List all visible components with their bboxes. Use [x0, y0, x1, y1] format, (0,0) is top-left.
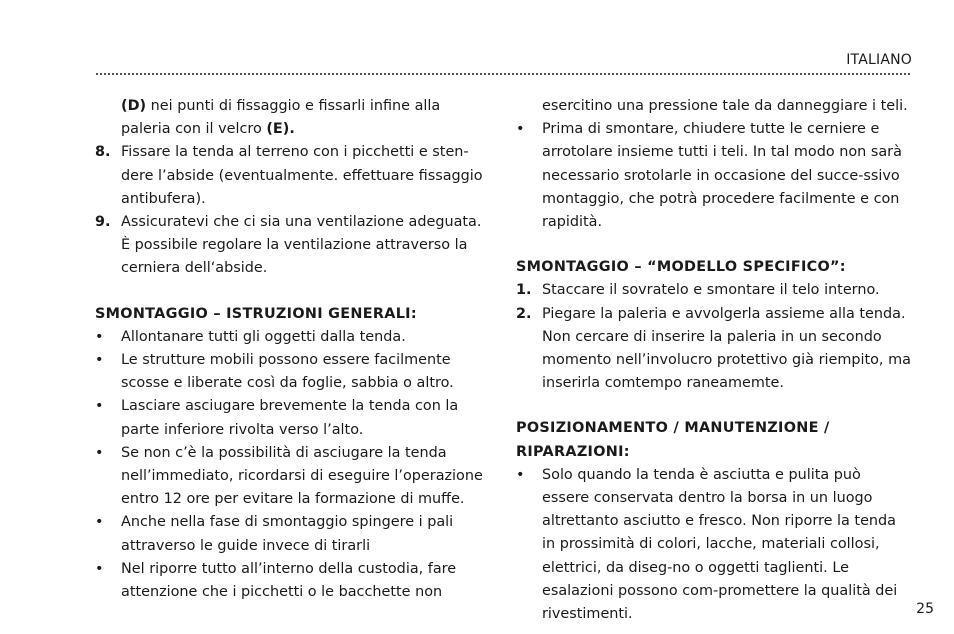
- list-item: [95, 442, 487, 512]
- list-item-text: Nel riporre tutto all’interno della custodia, fare attenzione che i picchetti o le bacchette non: [121, 560, 457, 601]
- continued-bullet-text: esercitino una pressione tale da danneggiare i teli.: [542, 98, 908, 114]
- list-item-text: Anche nella fase di smontaggio spingere i pali attraverso le guide invece di tirarli: [121, 514, 454, 554]
- bullet-icon: •: [95, 444, 104, 461]
- bullet-icon: •: [95, 514, 104, 531]
- section-heading-maintenance: POSIZIONAMENTO / MANUTENZIONE / RIPARAZIONI:: [516, 420, 830, 460]
- list-item-text: Allontanare tutti gli oggetti dalla tenda.: [121, 328, 406, 345]
- step-1-text: Staccare il sovratelo e smontare il telo interno.: [542, 282, 880, 299]
- bullet-icon: •: [516, 466, 525, 483]
- step-1-number: 1.: [516, 282, 532, 299]
- list-item-text: Lasciare asciugare brevemente la tenda con la parte inferiore rivolta verso l’alto.: [121, 398, 459, 438]
- label-e: (E).: [266, 121, 295, 138]
- bullet-icon: •: [516, 121, 525, 138]
- list-item: [95, 511, 487, 557]
- step-2-text: Piegare la paleria e avvolgerla assieme alla tenda. Non cercare di inserire la paleria in un secondo momento nell’involucro protettivo già riempito, ma inserirla comtempo raneamemte.: [542, 305, 911, 392]
- step-2: [516, 303, 912, 396]
- list-item: [95, 558, 487, 604]
- list-item-text: Le strutture mobili possono essere facilmente scosse e liberate così da foglie, sabbia o altro.: [121, 352, 454, 392]
- step-9-number: 9.: [95, 214, 111, 231]
- dotted-divider: [96, 73, 910, 75]
- continued-text: nei punti di fissaggio e fissarli infine alla paleria con il velcro: [121, 98, 441, 138]
- label-d: (D): [121, 98, 147, 114]
- left-column: [95, 95, 487, 604]
- bullet-icon: •: [95, 398, 104, 415]
- bullet-icon: •: [95, 560, 104, 577]
- list-item-text: Prima di smontare, chiudere tutte le cerniere e arrotolare insieme tutti i teli. In tal modo non sarà necessario srotolarle in occasione del succe-ssivo montaggio, che potrà procedere facilmente e con rapidità.: [542, 121, 902, 231]
- section-heading-general: SMONTAGGIO – ISTRUZIONI GENERALI:: [95, 305, 417, 322]
- step-8: [95, 141, 487, 211]
- bullet-icon: •: [95, 328, 104, 345]
- step-8-number: 8.: [95, 144, 111, 161]
- step-2-number: 2.: [516, 305, 532, 322]
- list-item-text: Se non c’è la possibilità di asciugare la tenda nell’immediato, ricordarsi di eseguire l’operazione entro 12 ore per evitare la formazione di muffe.: [121, 444, 483, 508]
- list-item: [516, 118, 912, 234]
- bullet-icon: •: [95, 352, 104, 369]
- list-item: [95, 326, 487, 349]
- list-item: [516, 464, 912, 626]
- continued-step-text: [95, 95, 487, 141]
- language-label: ITALIANO: [846, 52, 912, 68]
- step-9: [95, 211, 487, 281]
- list-item-text: Solo quando la tenda è asciutta e pulita può essere conservata dentro la borsa in un luogo altrettanto asciutto e fresco. Non riporre la tenda in prossimità di colori, lacche, materiali collosi, elettrici, da diseg-no o oggetti taglienti. Le esalazioni possono com-promettere la qualità dei rivestimenti.: [542, 466, 898, 623]
- step-8-text: Fissare la tenda al terreno con i picchetti e sten-dere l’abside (eventualmente. effettuare fissaggio antibufera).: [121, 144, 483, 207]
- list-item: [95, 395, 487, 441]
- list-item: [95, 349, 487, 395]
- page-number: 25: [916, 601, 934, 617]
- section-heading-specific: SMONTAGGIO – “MODELLO SPECIFICO”:: [516, 259, 846, 276]
- right-column: [516, 95, 912, 626]
- step-9-text: Assicuratevi che ci sia una ventilazione adeguata. È possibile regolare la ventilazione attraverso la cerniera dell‘abside.: [121, 214, 482, 277]
- step-1: [516, 279, 912, 302]
